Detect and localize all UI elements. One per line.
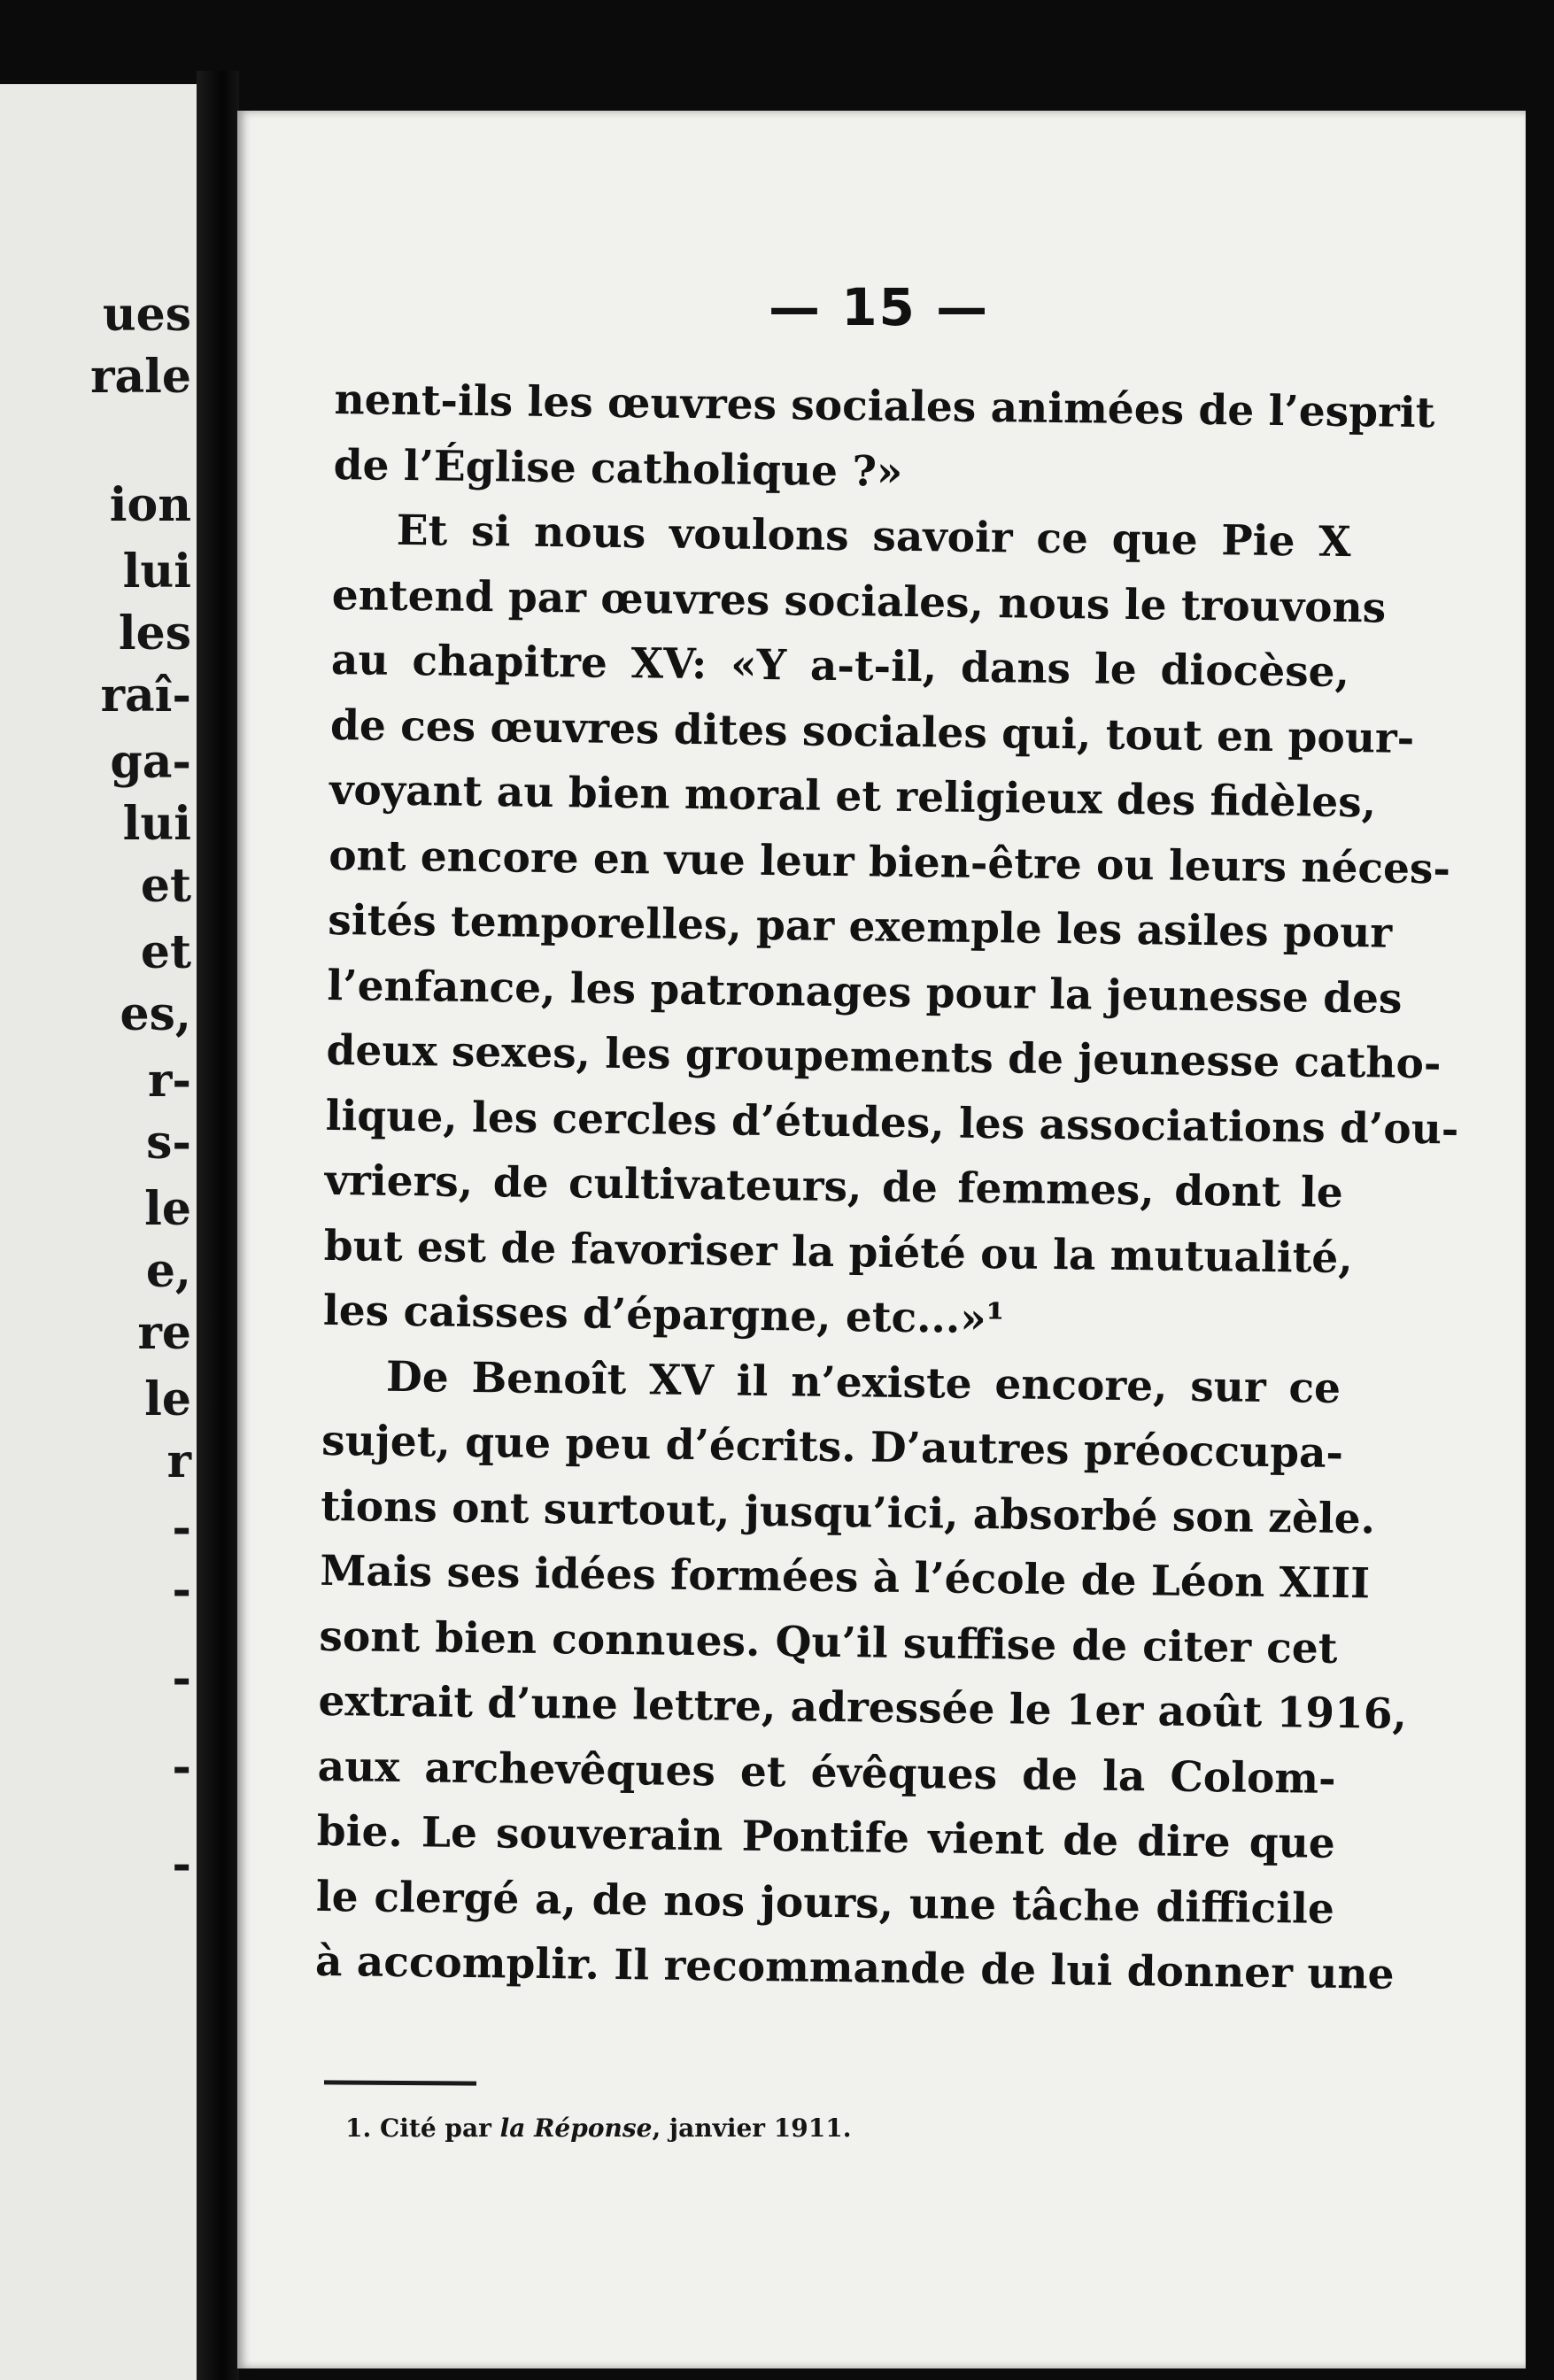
left-page-fragment: lui [122,545,191,599]
page-number: — 15 — [769,277,990,337]
text-line: tions ont surtout, jusqu’ici, absorbé son zèle. [320,1481,1376,1543]
text-line: voyant au bien moral et religieux des fidèles, [329,765,1377,828]
footnote [345,2113,851,2143]
left-page-fragment: r [166,1434,191,1488]
left-page-fragment: et [140,925,191,979]
text-line: lique, les cercles d’études, les associations d’ou- [325,1091,1459,1155]
text-line: De Benoît XV il n’existe encore, sur ce [385,1352,1341,1413]
text-line: vriers, de cultivateurs, de femmes, dont le [324,1155,1344,1217]
text-line: aux archevêques et évêques de la Colom- [317,1742,1336,1804]
left-page-fragment: - [172,1651,191,1705]
text-line: les caisses d’épargne, etc...»¹ [322,1286,1005,1344]
text-line: de l’Église catholique ?» [333,440,903,497]
left-page-fragment: le [144,1182,191,1236]
text-line: nent-ils les œuvres sociales animées de l’esprit [334,375,1435,438]
left-page-fragment: rale [90,350,191,404]
left-page-fragment: e, [145,1244,191,1298]
left-page-fragment: les [118,607,191,661]
left-page-fragment: s- [146,1116,191,1170]
left-page-fragment: ues [102,288,191,342]
left-page-fragment: re [137,1306,191,1360]
left-page-fragment: r- [148,1054,191,1108]
text-line: sont bien connues. Qu’il suffise de citer cet [319,1611,1338,1673]
footnote-suffix: , janvier 1911. [652,2113,852,2143]
text-line: ont encore en vue leur bien-être ou leurs néces- [328,831,1451,893]
left-page-fragment: lui [122,797,191,851]
book-gutter [197,71,239,2380]
text-line: Mais ses idées formées à l’école de Léon XIII [320,1546,1371,1609]
text-line: bie. Le souverain Pontife vient de dire que [316,1806,1336,1868]
footnote-prefix: 1. Cité par [345,2113,500,2143]
left-page-fragment: raî- [100,668,191,722]
previous-page-fragment [0,84,197,2380]
text-line: l’enfance, les patronages pour la jeunesse des [327,961,1403,1024]
text-line: le clergé a, de nos jours, une tâche difficile [315,1872,1335,1934]
text-line: au chapitre XV: «Y a-t-il, dans le diocèse, [330,635,1350,698]
text-line: Et si nous voulons savoir ce que Pie X [396,506,1352,568]
text-line: sujet, que peu d’écrits. D’autres préoccupa- [321,1416,1344,1479]
text-line: deux sexes, les groupements de jeunesse catho- [326,1025,1442,1089]
footnote-rule [324,2080,476,2085]
left-page-fragment: - [172,1740,191,1794]
left-page-fragment: et [140,859,191,913]
text-line: sités temporelles, par exemple les asiles pour [328,895,1393,958]
text-line: entend par œuvres sociales, nous le trouvons [331,570,1387,633]
footnote-source: la Réponse [499,2113,653,2143]
left-page-fragment: ion [109,478,191,532]
text-line: de ces œuvres dites sociales qui, tout en pour- [329,700,1415,763]
text-line: à accomplir. Il recommande de lui donner une [314,1936,1395,1999]
left-page-fragment: le [144,1372,191,1426]
left-page-fragment: es, [120,987,191,1041]
text-line: extrait d’une lettre, adressée le 1er août 1916, [318,1676,1408,1739]
body-text [314,367,1459,2006]
left-page-fragment: - [172,1563,191,1617]
book-page [237,111,1526,2368]
left-page-fragment: - [172,1501,191,1555]
left-page-fragment: - [172,1837,191,1891]
text-line: but est de favoriser la piété ou la mutualité, [323,1221,1353,1283]
left-page-fragment: ga- [110,735,191,789]
